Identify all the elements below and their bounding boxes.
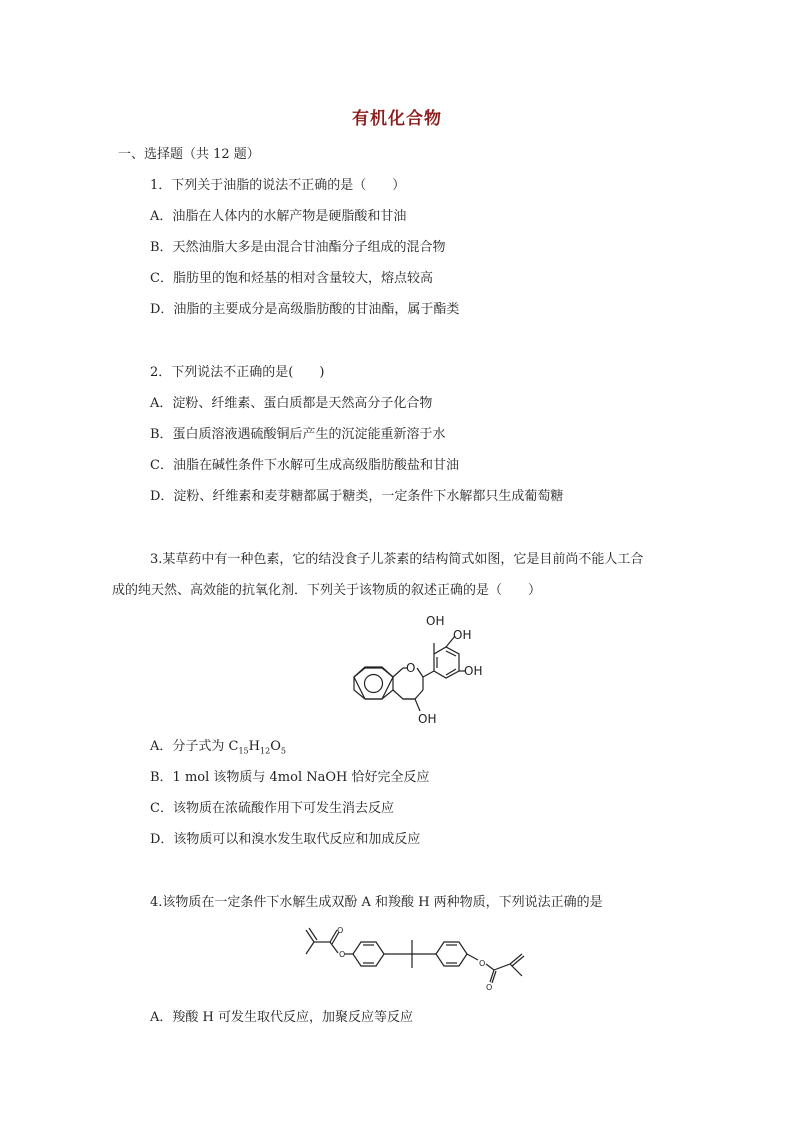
section-heading: 一、选择题（共 12 题） xyxy=(118,147,260,162)
q3-a-sub-o: 5 xyxy=(280,746,286,756)
question-2-option-a: A．淀粉、纤维素、蛋白质都是天然高分子化合物 xyxy=(150,396,433,411)
question-3-option-c: C．该物质在浓硫酸作用下可发生消去反应 xyxy=(150,801,394,816)
question-3-stem-line-2: 成的纯天然、高效能的抗氧化剂．下列关于该物质的叙述正确的是（ ） xyxy=(112,583,542,598)
question-4-option-a: A．羧酸 H 可发生取代反应，加聚反应等反应 xyxy=(150,1010,413,1025)
question-2-option-c: C．油脂在碱性条件下水解可生成高级脂肪酸盐和甘油 xyxy=(150,458,459,473)
page-title: 有机化合物 xyxy=(352,109,442,129)
structure-label-oh-right: OH xyxy=(464,664,483,678)
question-3-option-d: D．该物质可以和溴水发生取代反应和加成反应 xyxy=(150,832,421,847)
question-3-option-a xyxy=(150,738,286,756)
question-2-option-d: D．淀粉、纤维素和麦芽糖都属于糖类，一定条件下水解都只生成葡萄糖 xyxy=(150,489,564,504)
structure-label-ring-oxygen: O xyxy=(406,661,416,675)
question-1-option-a: A．油脂在人体内的水解产物是硬脂酸和甘油 xyxy=(150,209,407,224)
q3-a-sub-h: 12 xyxy=(260,746,271,756)
question-1-option-c: C．脂肪里的饱和烃基的相对含量较大，熔点较高 xyxy=(150,271,433,286)
structure-label-oh-bottom: OH xyxy=(418,712,437,726)
question-1-option-b: B．天然油脂大多是由混合甘油酯分子组成的混合物 xyxy=(150,240,446,255)
catechin-structure-diagram xyxy=(340,605,510,730)
structure-label-carbonyl-o-right: O xyxy=(486,983,493,992)
structure-label-ester-o-left: O xyxy=(339,950,346,959)
bisphenol-ester-structure-diagram xyxy=(300,920,540,995)
question-4-stem: 4.该物质在一定条件下水解生成双酚 A 和羧酸 H 两种物质，下列说法正确的是 xyxy=(150,895,603,910)
q3-a-o: O xyxy=(270,739,281,754)
q3-a-sub-c: 15 xyxy=(238,746,249,756)
structure-label-carbonyl-o-left: O xyxy=(337,926,344,935)
structure-label-oh-top-left: OH xyxy=(426,614,445,628)
question-1-stem: 1．下列关于油脂的说法不正确的是（ ） xyxy=(150,178,406,193)
question-1-option-d: D．油脂的主要成分是高级脂肪酸的甘油酯，属于酯类 xyxy=(150,302,460,317)
q3-a-prefix: A．分子式为 C xyxy=(150,739,239,754)
question-3-option-b: B．1 mol 该物质与 4mol NaOH 恰好完全反应 xyxy=(150,770,430,785)
structure-label-oh-top-right: OH xyxy=(453,628,472,642)
question-3-stem-line-1: 3.某草药中有一种色素，它的结没食子儿茶素的结构简式如图，它是目前尚不能人工合 xyxy=(150,552,644,567)
question-2-option-b: B．蛋白质溶液遇硫酸铜后产生的沉淀能重新溶于水 xyxy=(150,427,446,442)
question-2-stem: 2．下列说法不正确的是( ) xyxy=(150,365,325,380)
structure-label-ester-o-right: O xyxy=(479,959,486,968)
q3-a-h: H xyxy=(248,739,260,754)
